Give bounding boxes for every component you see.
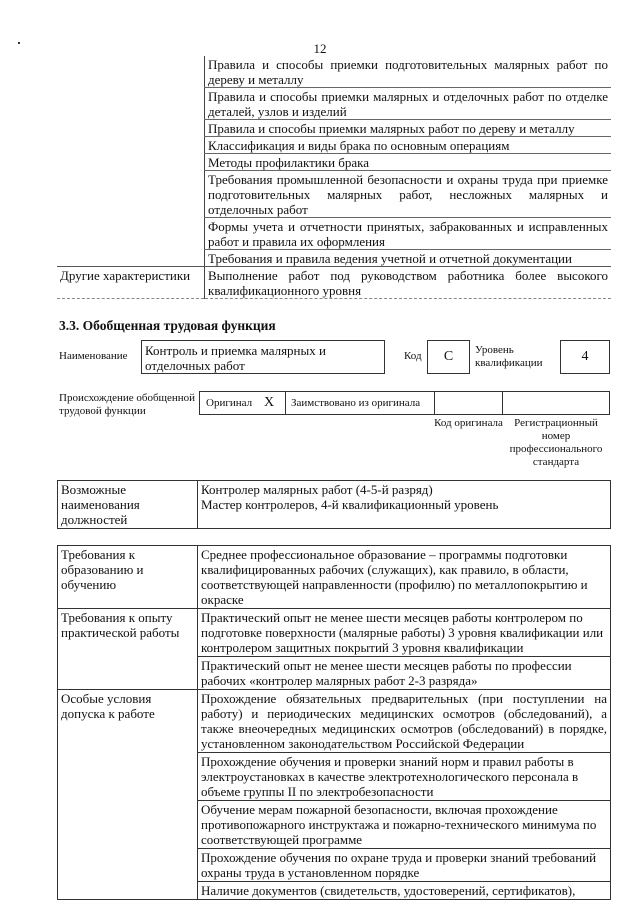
borrowed-label: Заимствовано из оригинала [291, 397, 421, 409]
function-name-value: Контроль и приемка малярных и отделочных работ [141, 340, 385, 374]
origin-label: Происхождение обобщенной трудовой функции [59, 392, 196, 417]
name-label: Наименование [59, 350, 128, 362]
knowledge-row: Требования промышленной безопасности и охраны труда при приемке подготовительных малярных работ, несложных малярных и отделочных работ [205, 171, 612, 218]
knowledge-row: Правила и способы приемки малярных и отделочных работ по отделке деталей, узлов и изделий [205, 88, 612, 120]
special-condition: Наличие документов (свидетельств, удостоверений, сертификатов), [198, 882, 611, 900]
special-condition: Прохождение обучения и проверки знаний норм и правил работы в электроустановках в качестве электротехнологического персонала в объеме группы II по электробезопасности [198, 753, 611, 801]
other-characteristics-label: Другие характеристики [57, 267, 205, 299]
level-value: 4 [560, 340, 610, 374]
experience-label: Требования к опыту практической работы [58, 609, 198, 690]
special-conditions-label: Особые условия допуска к работе [58, 690, 198, 900]
level-label: Уровень квалификации [475, 344, 543, 369]
borrowed-box [285, 391, 435, 415]
experience-value: Практический опыт не менее шести месяцев работы по профессии рабочих «контролер малярных работ 2-3 разряда» [198, 657, 611, 690]
knowledge-row: Требования и правила ведения учетной и отчетной документации [205, 250, 612, 267]
page-number: 12 [313, 41, 327, 56]
positions-values [198, 481, 611, 529]
original-code-caption: Код оригинала [434, 417, 503, 429]
original-mark: X [264, 395, 275, 410]
function-code-value: C [427, 340, 470, 374]
special-condition: Обучение мерам пожарной безопасности, включая прохождение противопожарного инструктажа и пожарно-технического минимума по соответствующей программе [198, 801, 611, 849]
registration-number-box [502, 391, 610, 415]
registration-number-caption: Регистрационный номер профессионального стандарта [509, 417, 603, 468]
education-label: Требования к образованию и обучению [58, 546, 198, 609]
knowledge-row: Правила и способы приемки малярных работ по дереву и металлу [205, 120, 612, 137]
original-box [199, 391, 286, 415]
special-condition: Прохождение обязательных предварительных (при поступлении на работу) и периодических медицинских осмотров (обследований), а также внеочередных медицинских осмотров (обследований) в порядке, установленном законодательством Российской Федерации [198, 690, 611, 753]
position-item: Мастер контролеров, 4-й квалификационный уровень [201, 497, 499, 512]
position-item: Контролер малярных работ (4-5-й разряд) [201, 482, 433, 497]
knowledge-row: Методы профилактики брака [205, 154, 612, 171]
education-value: Среднее профессиональное образование – программы подготовки квалифицированных рабочих (служащих), как правило, в области, соответствующей направленности (профилю) по металлопокрытию и окраске [198, 546, 611, 609]
knowledge-row: Классификация и виды брака по основным операциям [205, 137, 612, 154]
positions-label: Возможные наименования должностей [58, 481, 198, 529]
section-title: 3.3. Обобщенная трудовая функция [59, 318, 276, 333]
other-characteristics-value: Выполнение работ под руководством работника более высокого квалификационного уровня [205, 267, 612, 299]
knowledge-table [57, 56, 611, 299]
original-code-box [434, 391, 503, 415]
original-label: Оригинал [206, 397, 253, 409]
code-label: Код [404, 350, 422, 362]
requirements-table [57, 545, 611, 900]
special-condition: Прохождение обучения по охране труда и проверки знаний требований охраны труда в установленном порядке [198, 849, 611, 882]
positions-table [57, 480, 611, 529]
experience-value: Практический опыт не менее шести месяцев работы контролером по подготовке поверхности (малярные работы) 3 уровня квалификации или контролером защитных покрытий 3 уровня квалификации [198, 609, 611, 657]
knowledge-row: Формы учета и отчетности принятых, забракованных и исправленных работ и правила их оформления [205, 218, 612, 250]
knowledge-row: Правила и способы приемки подготовительных малярных работ по дереву и металлу [205, 56, 612, 88]
